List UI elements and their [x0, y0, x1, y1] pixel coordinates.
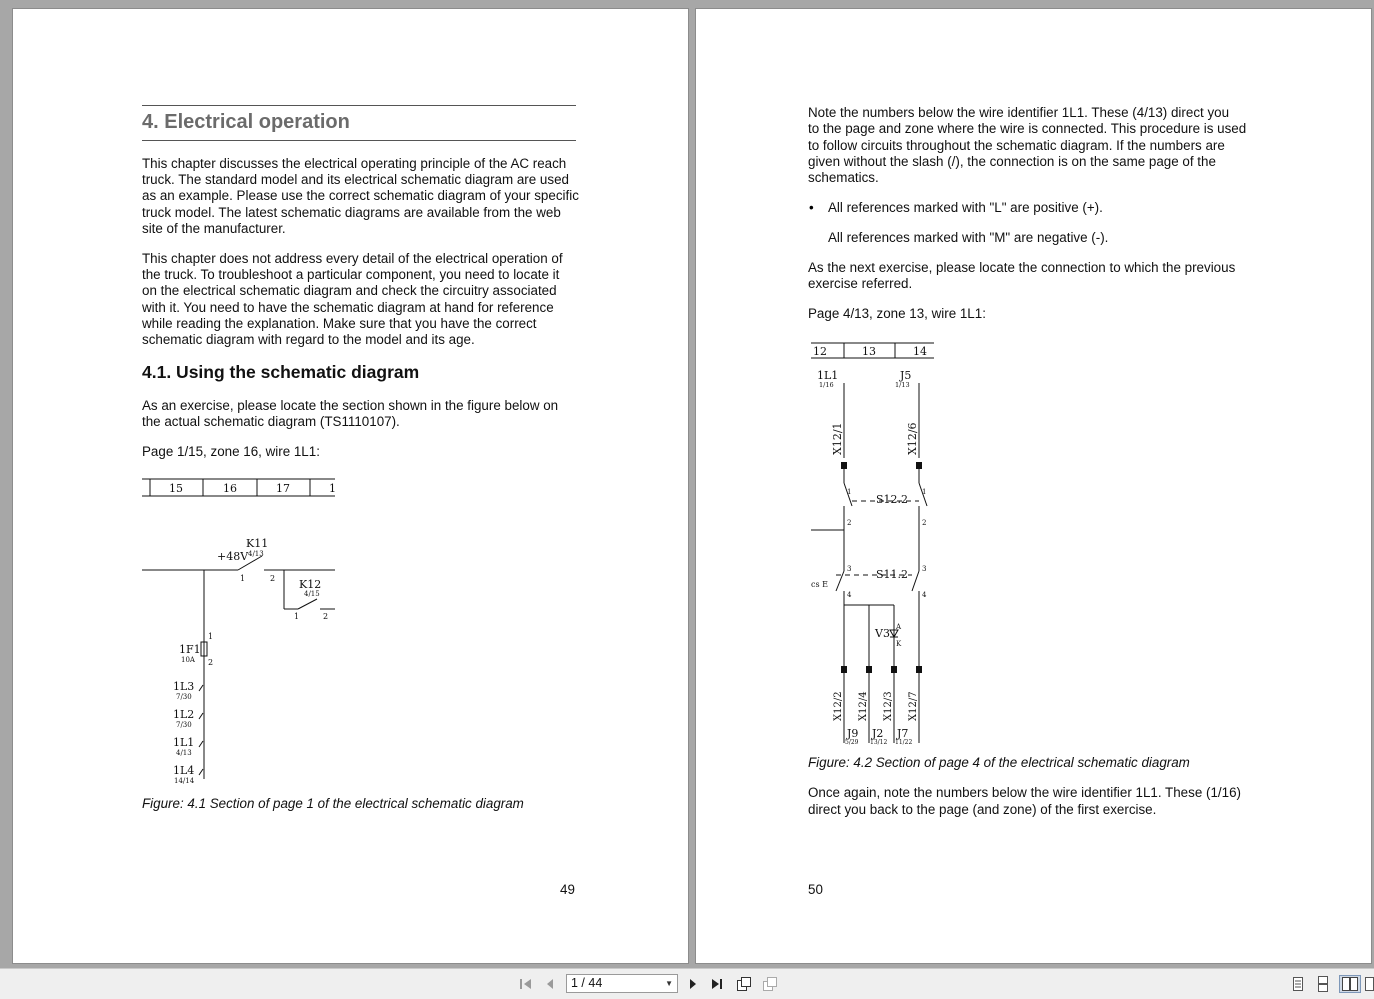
text-line: the truck. To troubleshoot a particular component, you need to locate it — [142, 267, 560, 282]
connector-label: X12/4 — [858, 691, 869, 721]
connector-label: X12/2 — [833, 691, 844, 721]
text-line: exercise referred. — [808, 276, 913, 291]
wire-ref: 7/30 — [176, 693, 192, 701]
text-line: truck. The standard model and its electrical schematic diagram are used — [142, 172, 569, 187]
cascade-view-button[interactable] — [761, 975, 779, 993]
switch-s12-label: S12.2 — [876, 493, 909, 506]
text-line: As the next exercise, please locate the connection to which the previous — [808, 260, 1236, 275]
jack-ref: 5/29 — [845, 739, 859, 746]
tile-view-icon — [736, 976, 752, 992]
fragment-label: cs E — [811, 580, 828, 589]
schematic-figure-4-1 — [142, 479, 337, 784]
pin-label: 2 — [323, 612, 329, 621]
wire-id: 1L2 — [173, 708, 195, 721]
pin-label: 4 — [847, 591, 852, 599]
continuous-view-icon — [1316, 976, 1330, 992]
switch-s11-label: S11.2 — [876, 568, 909, 581]
text-line: This chapter discusses the electrical operating principle of the AC reach — [142, 156, 567, 171]
fuse-rating: 10A — [181, 656, 195, 664]
relay-k12-label: K12 — [299, 578, 322, 591]
first-page-button[interactable] — [517, 975, 535, 993]
schematic-figure-4-2 — [809, 343, 939, 746]
more-views-icon — [1364, 976, 1374, 992]
figure-caption: Figure: 4.2 Section of page 4 of the electrical schematic diagram — [808, 755, 1190, 770]
bullet-continuation: All references marked with "M" are negative (-). — [828, 230, 1109, 245]
anode-label: A — [896, 623, 902, 631]
heading-top-rule — [142, 105, 576, 106]
pin-label: 1 — [922, 488, 927, 496]
text-line: as an example. Please use the correct schematic diagram of your specific — [142, 188, 579, 203]
text-line: while reading the explanation. Make sure that you have the correct — [142, 316, 537, 331]
pin-label: 3 — [922, 565, 927, 573]
next-page-button[interactable] — [684, 975, 702, 993]
bullet-text: All references marked with "L" are positive (+). — [828, 200, 1103, 215]
continuous-view-button[interactable] — [1314, 975, 1332, 993]
page-number-input[interactable] — [566, 974, 678, 993]
text-line: truck model. The latest schematic diagrams are available from the web — [142, 205, 561, 220]
text-line: As an exercise, please locate the section shown in the figure below on — [142, 398, 559, 413]
pin-label: 1 — [208, 632, 214, 641]
text-line: given without the slash (/), the connection is on the same page of the — [808, 154, 1216, 169]
zone-label: 13 — [862, 345, 876, 358]
zone-label: 12 — [813, 345, 827, 358]
zone-label: 17 — [276, 482, 290, 495]
zone-label: 1 — [329, 482, 336, 495]
voltage-ref: 4/13 — [248, 550, 264, 558]
pin-label: 2 — [208, 658, 214, 667]
pin-label: 3 — [847, 565, 852, 573]
single-page-view-icon — [1291, 976, 1305, 992]
section-heading: 4.1. Using the schematic diagram — [142, 362, 420, 382]
wire-id: 1L4 — [173, 764, 195, 777]
page-number: 50 — [808, 882, 823, 897]
wire-ref: 7/30 — [176, 721, 192, 729]
two-page-view-icon — [1341, 976, 1359, 992]
jack-id: J9 — [847, 727, 859, 740]
cathode-label: K — [896, 640, 902, 648]
relay-k12-ref: 4/15 — [304, 590, 320, 598]
page-zone-reference: Page 1/15, zone 16, wire 1L1: — [142, 444, 320, 459]
two-page-view-button[interactable] — [1339, 975, 1361, 993]
page-indicator: 1 / 44 — [571, 976, 603, 990]
chapter-heading: 4. Electrical operation — [142, 111, 350, 133]
fuse-label: 1F1 — [179, 643, 201, 656]
jack-id: J2 — [872, 727, 884, 740]
pin-label: 2 — [922, 519, 927, 527]
connector-label: X12/1 — [831, 422, 844, 455]
text-line: This chapter does not address every detail of the electrical operation of — [142, 251, 563, 266]
text-line: site of the manufacturer. — [142, 221, 286, 236]
text-line: Note the numbers below the wire identifier 1L1. These (4/13) direct you — [808, 105, 1230, 120]
last-page-button[interactable] — [708, 975, 726, 993]
page-zone-reference: Page 4/13, zone 13, wire 1L1: — [808, 306, 986, 321]
pin-label: 1 — [294, 612, 300, 621]
zone-label: 14 — [913, 345, 927, 358]
first-page-icon — [519, 977, 533, 991]
pin-label: 2 — [270, 574, 276, 583]
page-number: 49 — [560, 882, 575, 897]
previous-page-icon — [543, 977, 557, 991]
text-line: the actual schematic diagram (TS1110107). — [142, 414, 400, 429]
text-line: direct you back to the page (and zone) of the first exercise. — [808, 802, 1157, 817]
diode-label: V3 — [875, 627, 890, 640]
wire-ref: 1/16 — [819, 381, 834, 389]
last-page-icon — [710, 977, 724, 991]
cascade-view-icon — [762, 976, 778, 992]
connector-label: X12/6 — [906, 422, 919, 455]
connector-label: X12/7 — [908, 691, 919, 721]
jack-ref: 11/22 — [895, 739, 913, 746]
zone-label: 15 — [169, 482, 183, 495]
next-page-icon — [686, 977, 700, 991]
text-line: to the page and zone where the wire is connected. This procedure is used — [808, 121, 1247, 136]
figure-caption: Figure: 4.1 Section of page 1 of the electrical schematic diagram — [142, 796, 524, 811]
jack-ref: 13/12 — [870, 739, 888, 746]
text-line: with it. You need to have the schematic diagram at hand for reference — [142, 300, 554, 315]
previous-page-button[interactable] — [541, 975, 559, 993]
page-50 — [696, 9, 1371, 963]
text-line: on the electrical schematic diagram and check the circuitry associated — [142, 283, 557, 298]
voltage-label: +48V — [217, 550, 249, 563]
zone-label: 16 — [223, 482, 237, 495]
connector-id: J5 — [900, 369, 912, 382]
more-views-button[interactable] — [1364, 975, 1374, 993]
tile-view-button[interactable] — [735, 975, 753, 993]
wire-id: 1L1 — [817, 369, 839, 382]
single-page-view-button[interactable] — [1289, 975, 1307, 993]
viewer-toolbar — [0, 968, 1374, 999]
page-49 — [13, 9, 688, 963]
text-line: to follow circuits throughout the schematic diagram. If the numbers are — [808, 138, 1225, 153]
jack-id: J7 — [897, 727, 909, 740]
wire-ref: 14/14 — [174, 777, 195, 785]
bullet-marker: • — [809, 200, 814, 215]
connector-ref: 1/13 — [895, 381, 910, 389]
wire-id: 1L1 — [173, 736, 195, 749]
connector-label: X12/3 — [883, 691, 894, 721]
relay-k11-label: K11 — [246, 537, 269, 550]
pin-label: 1 — [847, 488, 852, 496]
text-line: schematics. — [808, 170, 879, 185]
pin-label: 2 — [847, 519, 852, 527]
pin-label: 1 — [240, 574, 246, 583]
text-line: schematic diagram with regard to the model and its age. — [142, 332, 475, 347]
wire-ref: 4/13 — [176, 749, 192, 757]
wire-id: 1L3 — [173, 680, 195, 693]
heading-bottom-rule — [142, 140, 576, 141]
pin-label: 4 — [922, 591, 927, 599]
dropdown-arrow-icon: ▼ — [665, 979, 673, 988]
text-line: Once again, note the numbers below the wire identifier 1L1. These (1/16) — [808, 785, 1241, 800]
